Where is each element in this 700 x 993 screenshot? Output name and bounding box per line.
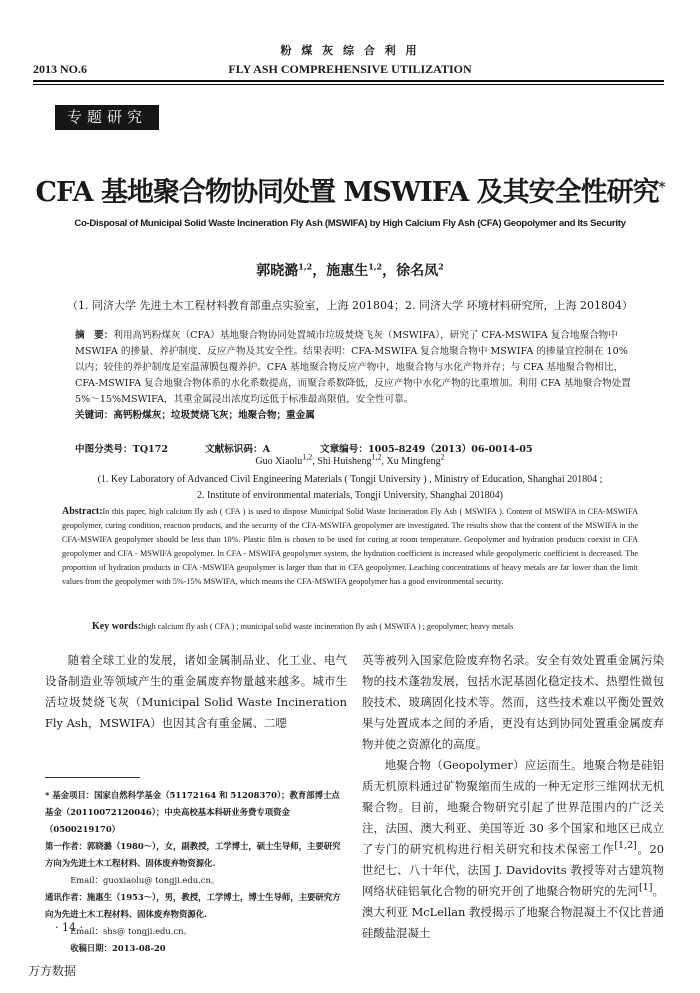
abstract-cn [75, 328, 635, 424]
footnote-received-date: 收稿日期：2013-08-20 [70, 943, 166, 953]
author-list-en: Guo Xiaolu$^{1,2}$, Shi Huisheng$^{1,2}$, Xu Mingfeng$^2$ [255, 452, 445, 467]
keywords-text: 高钙粉煤灰；垃圾焚烧飞灰；地聚合物；重金属 [113, 410, 315, 421]
footnotes [45, 787, 347, 957]
body-paragraph: 随着全球工业的发展，诸如金属制品业、化工业、电气设备制造业等领域产生的重金属废弃物量越来越多。城市生活垃圾焚烧飞灰（Municipal Solid Waste Incineration Fly Ash，MSWIFA）也因其含有重金属、二噁 [45, 653, 347, 730]
footnote-first-author: 第一作者：郭晓潞（1980～），女，副教授，工学博士，硕士生导师，主要研究方向为先进土木工程材料、固体废弃物资源化. [45, 841, 341, 868]
year-issue: 2013 NO.6 [33, 62, 87, 76]
footnote-corresponding-email: Email：shs@ tongji.edu.cn。 [70, 926, 192, 936]
footnote-fund: * 基金项目：国家自然科学基金（51172164 和 51208370）；教育部博士点基金（20110072120046）；中央高校基本科研业务费专项资金（0500219170） [45, 790, 340, 834]
body-paragraph: 地聚合物（Geopolymer）应运而生。地聚合物是硅铝质无机原料通过矿物聚缩而生成的一种无定形三维网状无机聚合物。目前，地聚合物研究引起了世界范围内的广泛关注，法国、澳大利亚、美国等近 30 多个国家和地区已成立了专门的研究机构进行相关研究和技术保密工作[1,2]。20 世纪七、八十年代，法国 J. Davidovits 教授等对古建筑物网络状硅铝氧化合物的研究开创了地聚合物研究的先河[1]。澳大利亚 McLellan 教授揭示了地聚合物混凝土不仅比普通硅酸盐混凝土 [362, 758, 664, 940]
article-number: 1005-8249（2013）06-0014-05 [367, 444, 533, 455]
header-rule [33, 80, 664, 82]
citation: [1,2] [614, 840, 637, 852]
body-column-left [45, 650, 347, 734]
body-column-right [362, 650, 664, 944]
journal-name-en: FLY ASH COMPREHENSIVE UTILIZATION [228, 62, 472, 76]
title-footnote-mark: * [658, 180, 665, 195]
footnote-corresponding-author: 通讯作者：施惠生（1953～），男，教授，工学博士，博士生导师，主要研究方向为先进土木工程材料、固体废弃物资源化. [45, 892, 341, 919]
affiliation-cn: （1. 同济大学 先进土木工程材料教育部重点实验室，上海 201804；2. 同济大学 环境材料研究所，上海 201804） [67, 299, 633, 312]
footnote-rule [45, 777, 140, 778]
classification-row: 中图分类号：TQ172 文献标识码：A 文章编号：1005-8249（2013）06-0014-05 [75, 441, 635, 455]
section-tag: 专题研究 [55, 105, 159, 130]
document-code: A [262, 444, 271, 455]
abstract-en-text: In this paper, high calcium fly ash ( CFA ) is used to dispose Municipal Solid Waste Incineration Fly Ash ( MSWIFA ). Content of MSWIFA in CFA-MSWIFA geopolymer, curing condition, reaction products, and the security of the CFA-MSWIFA geopolymer are investigated. The results show that the content of the MSWIFA in the CFA-MSWIFA geopolymer should be less than 10%. Plastic film is chosen to be used for curing at room temperature. Geopolymer and hydration products coexist in CFA geopolymer and CFA - MSWIFA geopolymer. In CFA - MSWIFA geopolymer system, the hydration coefficient is increased while geopolymeric coefficient is decreased. The proportion of hydration products in CFA -MSWIFA geopolymer is larger than that in CFA geopolymer. Leaching concentrations of heavy metals are far lower than the limit values from the geopolymer with 5%-15% MSWIFA, which means the CFA-MSWIFA geopolymer has a good environmental security. [62, 507, 638, 586]
abstract-en-label: Abstract: [62, 506, 103, 517]
affiliation-en: (1. Key Laboratory of Advanced Civil Engineering Materials ( Tongji University ) , Ministry of Education, Shanghai 201804 ; 2. Institute of environmental materials, Tongji University, Shanghai 201804) [97, 474, 603, 501]
citation: [1] [638, 882, 653, 894]
page-number: · 14 · [55, 921, 83, 934]
keywords-en: Key words:high calcium fly ash ( CFA ) ; municipal solid waste incineration fly ash ( MSWIFA ) ; geopolymer; heavy metals [92, 621, 514, 632]
watermark: 万方数据 [28, 964, 77, 978]
clc-number: TQ172 [132, 444, 169, 455]
author-list-cn: 郭晓潞$^{1,2}$，施惠生$^{1,2}$，徐名凤$^2$ [256, 261, 444, 279]
abstract-text: 利用高钙粉煤灰（CFA）基地聚合物协同处置城市垃圾焚烧飞灰（MSWIFA），研究了 CFA-MSWIFA 复合地聚合物中 MSWIFA 的掺量、养护制度、反应产物及其安全性。结果表明：CFA-MSWIFA 复合地聚合物中 MSWIFA 的掺量宜控制在 10%以内；较佳的养护制度是室温薄膜包覆养护。CFA 基地聚合物反应产物中，地聚合物与水化产物并存；与 CFA 基地聚合物相比，CFA-MSWIFA 复合地聚合物体系的水化系数提高，而聚合系数降低，反应产物中水化产物的比重增加。利用 CFA 基地聚合物处置 5%～15%MSWIFA，其重金属浸出浓度均远低于标准最高限值，安全性可靠。 [75, 330, 631, 405]
keywords-en-label: Key words: [92, 621, 142, 632]
author-name: 徐名凤 [396, 263, 439, 279]
author-name: 施惠生 [326, 263, 369, 279]
abstract-en [62, 505, 638, 589]
keywords-label: 关键词： [75, 410, 114, 421]
paper-title-en: Co-Disposal of Municipal Solid Waste Incineration Fly Ash (MSWIFA) by High Calcium Fly Ash (CFA) Geopolymer and Its Security [74, 218, 626, 229]
abstract-label: 摘 要： [75, 330, 114, 341]
header-rule-thin [33, 84, 664, 85]
journal-name-cn: 粉 煤 灰 综 合 利 用 [280, 44, 420, 57]
footnote-first-email: Email：guoxiaolu@ tongji.edu.cn。 [70, 875, 220, 885]
paper-title-cn: CFA 基地聚合物协同处置 MSWIFA 及其安全性研究* [35, 177, 665, 208]
body-paragraph: 英等被列入国家危险废弃物名录。安全有效处置重金属污染物的技术蓬勃发展，包括水泥基固化稳定技术、热塑性微包胶技术、玻璃固化技术等。然而，这些技术难以平衡处置效果与处置成本之间的矛盾，更没有达到协同处置重金属废弃物并使之资源化的高度。 [362, 653, 664, 751]
author-name: 郭晓潞 [256, 263, 299, 279]
